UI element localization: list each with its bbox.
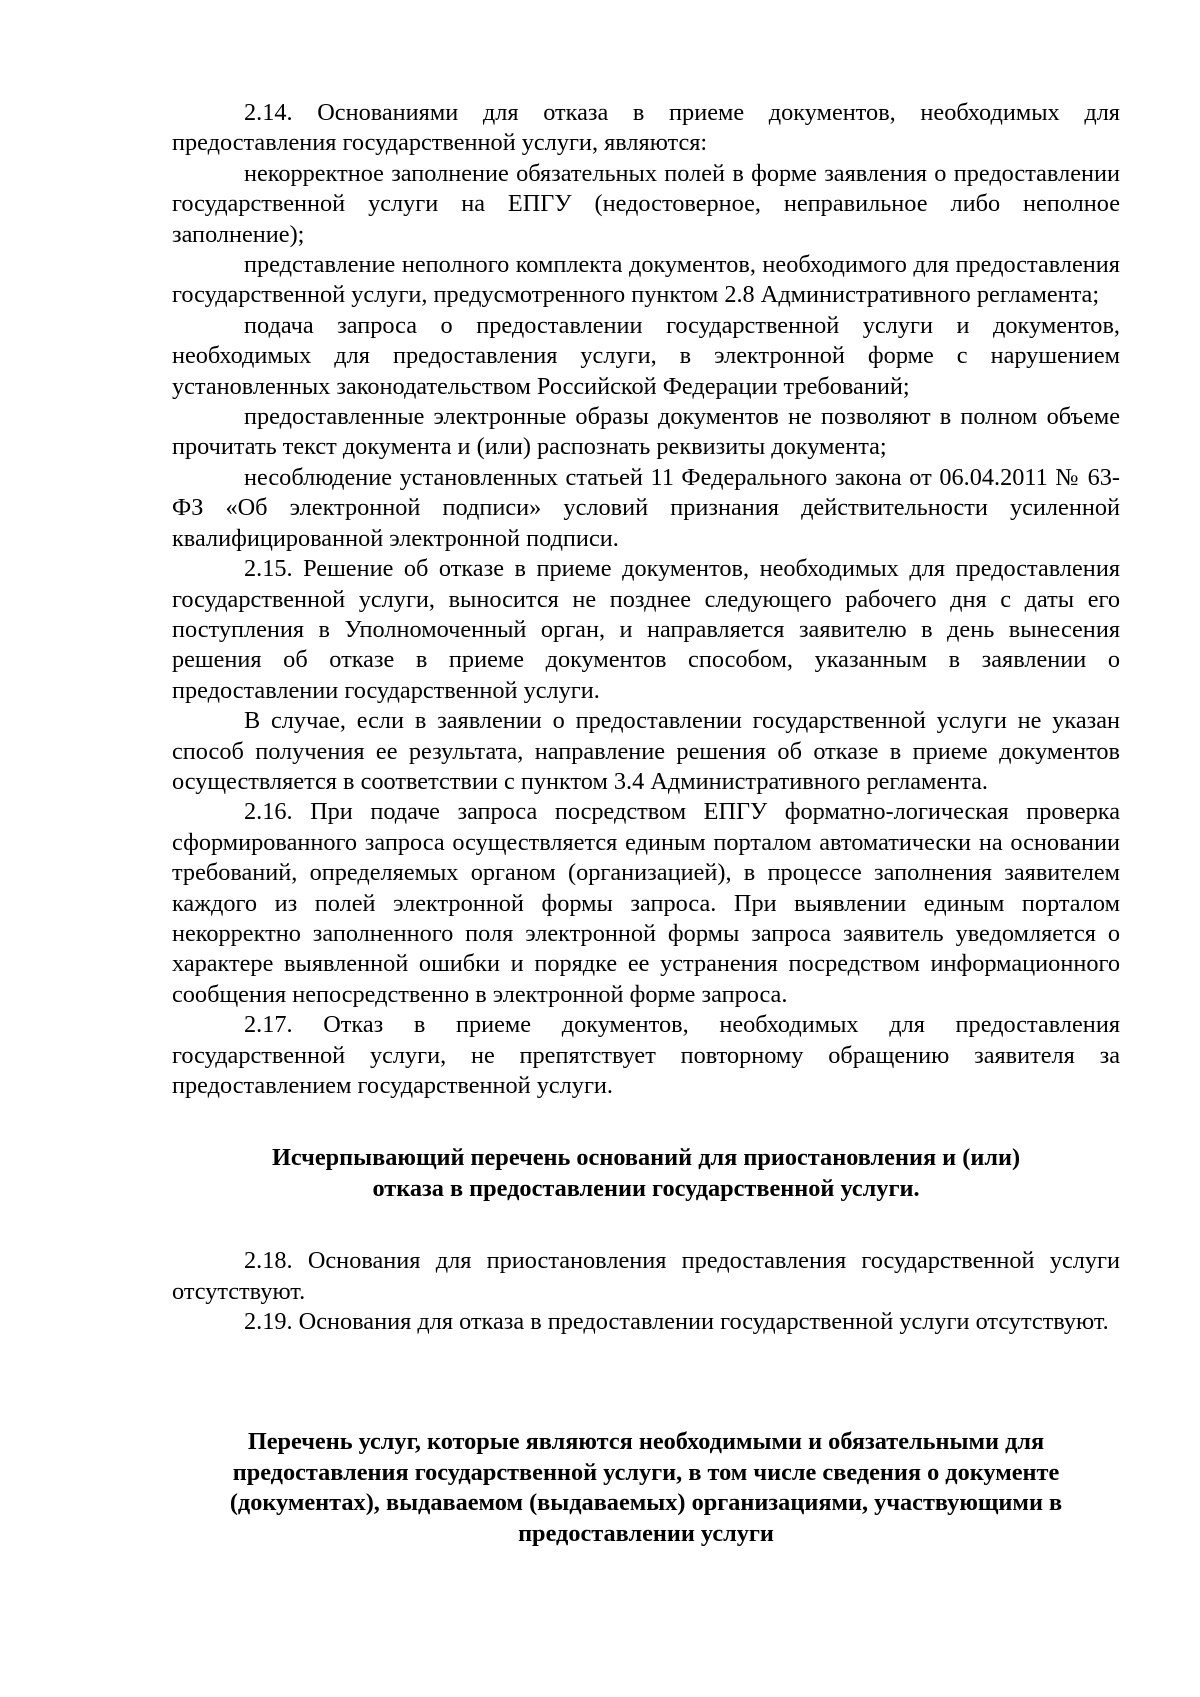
paragraph-incomplete-set: представление неполного комплекта документов, необходимого для предоставления государственной услуги, предусмотренного пунктом 2.8 Административного регламента; [172, 251, 1120, 309]
spacer [172, 1101, 1120, 1143]
heading-line: предоставления государственной услуги, в том числе сведения о документе [232, 1458, 1060, 1486]
paragraph-2-15: 2.15. Решение об отказе в приеме документов, необходимых для предоставления государственной услуги, выносится не позднее следующего рабочего дня с даты его поступления в Уполномоченный орган, и направляется заявителю в день вынесения решения об отказе в приеме документов способом, указанным в заявлении о предоставлении государственной услуги. [172, 555, 1120, 704]
paragraph-2-19: 2.19. Основания для отказа в предоставлении государственной услуги отсутствуют. [244, 1308, 1109, 1336]
paragraph-2-18: 2.18. Основания для приостановления предоставления государственной услуги отсутствуют. [172, 1247, 1120, 1305]
paragraph-signature-conditions: несоблюдение установленных статьей 11 Федерального закона от 06.04.2011 № 63-ФЗ «Об электронной подписи» условий признания действительности усиленной квалифицированной электронной подписи. [172, 463, 1120, 552]
paragraph-2-17: 2.17. Отказ в приеме документов, необходимых для предоставления государственной услуги, не препятствует повторному обращению заявителя за предоставлением государственной услуги. [172, 1011, 1120, 1099]
section-heading-grounds [172, 1143, 1120, 1204]
heading-line: Исчерпывающий перечень оснований для приостановления и (или) [271, 1144, 1021, 1172]
section-heading-services [172, 1427, 1120, 1549]
spacer [172, 1337, 1120, 1427]
paragraph-incorrect-filling: некорректное заполнение обязательных полей в форме заявления о предоставлении государственной услуги на ЕПГУ (недостоверное, неправильное либо неполное заполнение); [172, 159, 1120, 248]
heading-line: отказа в предоставлении государственной услуги. [372, 1174, 920, 1202]
paragraph-2-14: 2.14. Основаниями для отказа в приеме документов, необходимых для предоставления государственной услуги, являются: [172, 99, 1120, 157]
heading-line: Перечень услуг, которые являются необходимыми и обязательными для [247, 1428, 1045, 1456]
heading-line: предоставлении услуги [518, 1519, 774, 1547]
paragraph-unreadable-images: предоставленные электронные образы документов не позволяют в полном объеме прочитать текст документа и (или) распознать реквизиты документа; [172, 403, 1120, 461]
paragraph-electronic-violation: подача запроса о предоставлении государственной услуги и документов, необходимых для предоставления услуги, в электронной форме с нарушением установленных законодательством Российской Федерации требований; [172, 311, 1120, 400]
spacer [172, 1204, 1120, 1246]
paragraph-result-method: В случае, если в заявлении о предоставлении государственной услуги не указан способ получения ее результата, направление решения об отказе в приеме документов осуществляется в соответствии с пунктом 3.4 Административного регламента. [172, 707, 1120, 795]
heading-line: (документах), выдаваемом (выдаваемых) организациями, участвующими в [229, 1489, 1063, 1517]
document-body [172, 98, 1120, 1549]
paragraph-2-16: 2.16. При подаче запроса посредством ЕПГУ форматно-логическая проверка сформированного запроса осуществляется единым порталом автоматически на основании требований, определяемых органом (организацией), в процессе заполнения заявителем каждого из полей электронной формы запроса. При выявлении единым порталом некорректно заполненного поля электронной формы запроса заявитель уведомляется о характере выявленной ошибки и порядке ее устранения посредством информационного сообщения непосредственно в электронной форме запроса. [172, 798, 1120, 1008]
